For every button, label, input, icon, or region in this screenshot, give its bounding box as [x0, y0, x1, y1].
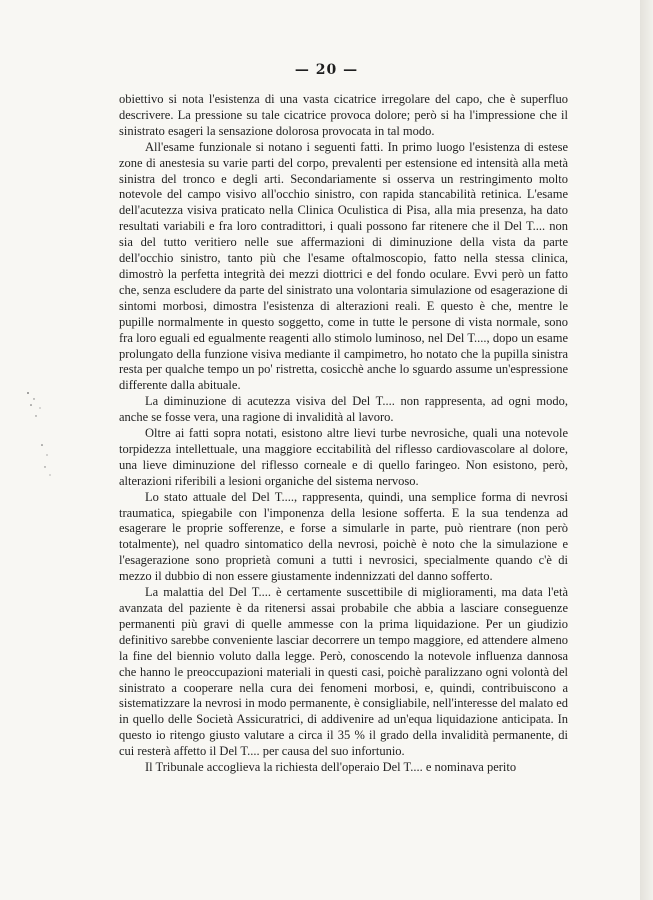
paragraph: La malattia del Del T.... è certamente suscettibile di miglioramenti, ma data l'età avanzata del paziente è da ritenersi assai probabile che abbia a lasciare conseguenze permanenti più gravi di quelle ammesse con la prima liquidazione. Per un giudizio definitivo sarebbe conveniente lasciar decorrere un tempo maggiore, ed attendere almeno la fine del biennio voluto dalla legge. Però, conoscendo la notevole influenza dannosa che hanno le preoccupazioni materiali in questi casi, poichè paralizzano ogni volontà del sinistrato a cooperare nella cura dei fenomeni morbosi, e, quindi, contribuiscono a sistematizzare la nevrosi in modo permanente, è consigliabile, nell'interesse del malato ed in quello delle Società Assicuratrici, di addivenire ad un'equa liquidazione anticipata. In questo io ritengo giusto valutare a circa il 35 % il grado della invalidità permanente, di cui resterà affetto il Del T.... per causa del suo infortunio. — [119, 585, 568, 759]
paragraph: All'esame funzionale si notano i seguenti fatti. In primo luogo l'esistenza di estese zone di anestesia su varie parti del corpo, prevalenti per estensione ed intensità alla metà sinistra del tronco e degli arti. Secondariamente si osserva un restringimento molto notevole del campo visivo all'occhio sinistro, con rapida stancabilità retinica. L'esame dell'acutezza visiva praticato nella Clinica Oculistica di Pisa, alla mia presenza, ha dato resultati variabili e fra loro contradittori, i quali possono far ritenere che il Del T.... non sia del tutto veritiero nelle sue affermazioni di diminuzione della vista da parte dell'occhio sinistro, tanto più che l'esame oftalmoscopio, fatto nella stessa clinica, dimostrò la perfetta integrità dei mezzi diottrici e del fondo oculare. Evvi però un fatto che, senza escludere da parte del sinistrato una volontaria simulazione od esagerazione di sintomi morbosi, dimostra l'esistenza di alterazioni reali. E questo è che, mentre le pupille normalmente in questo soggetto, come in tutte le persone di vista normale, sono fra loro eguali ed egualmente reagenti allo stimolo luminoso, nel Del T...., dopo un esame prolungato della funzione visiva mediante il campimetro, ho notato che la pupilla sinistra resta per qualche tempo un po' ristretta, cosicchè anche lo sguardo assume un'espressione differente dalla abituale. — [119, 139, 568, 393]
paragraph: Oltre ai fatti sopra notati, esistono altre lievi turbe nevrosiche, quali una notevole torpidezza intellettuale, una maggiore eccitabilità del riflesso cardiovascolare al dolore, una lieve diminuzione del riflesso corneale e di quello faringeo. Non esistono, però, alterazioni riferibili a lesioni organiche del sistema nervoso. — [119, 426, 568, 488]
paragraph-continuation: obiettivo si nota l'esistenza di una vasta cicatrice irregolare del capo, che è superfluo descrivere. La pressione su tale cicatrice provoca dolore; però si ha l'impressione che il sinistrato esageri la sensazione dolorosa provocata in tal modo. — [119, 92, 568, 138]
paragraph: Il Tribunale accoglieva la richiesta dell'operaio Del T.... e nominava perito — [145, 760, 517, 775]
paragraph: Lo stato attuale del Del T...., rappresenta, quindi, una semplice forma di nevrosi traumatica, spiegabile con l'imponenza della lesione sofferta. E la sua tendenza ad esagerare le proprie sofferenze, e forse a simularle in parte, può rientrare (non però totalmente), nel quadro sintomatico della nevrosi, poichè è noto che la simulazione e l'esagerazione sono proprietà comuni a tutti i nevrosici, specialmente quando c'è di mezzo il dubbio di non essere giustamente indennizzati del danno sofferto. — [119, 489, 568, 584]
paragraph: La diminuzione di acutezza visiva del Del T.... non rappresenta, ad ogni modo, anche se fosse vera, una ragione di invalidità al lavoro. — [119, 394, 568, 425]
body-text — [119, 92, 568, 776]
scan-specks — [20, 385, 60, 495]
page-edge-shadow — [640, 0, 653, 900]
page-number: — 20 — — [294, 62, 359, 78]
